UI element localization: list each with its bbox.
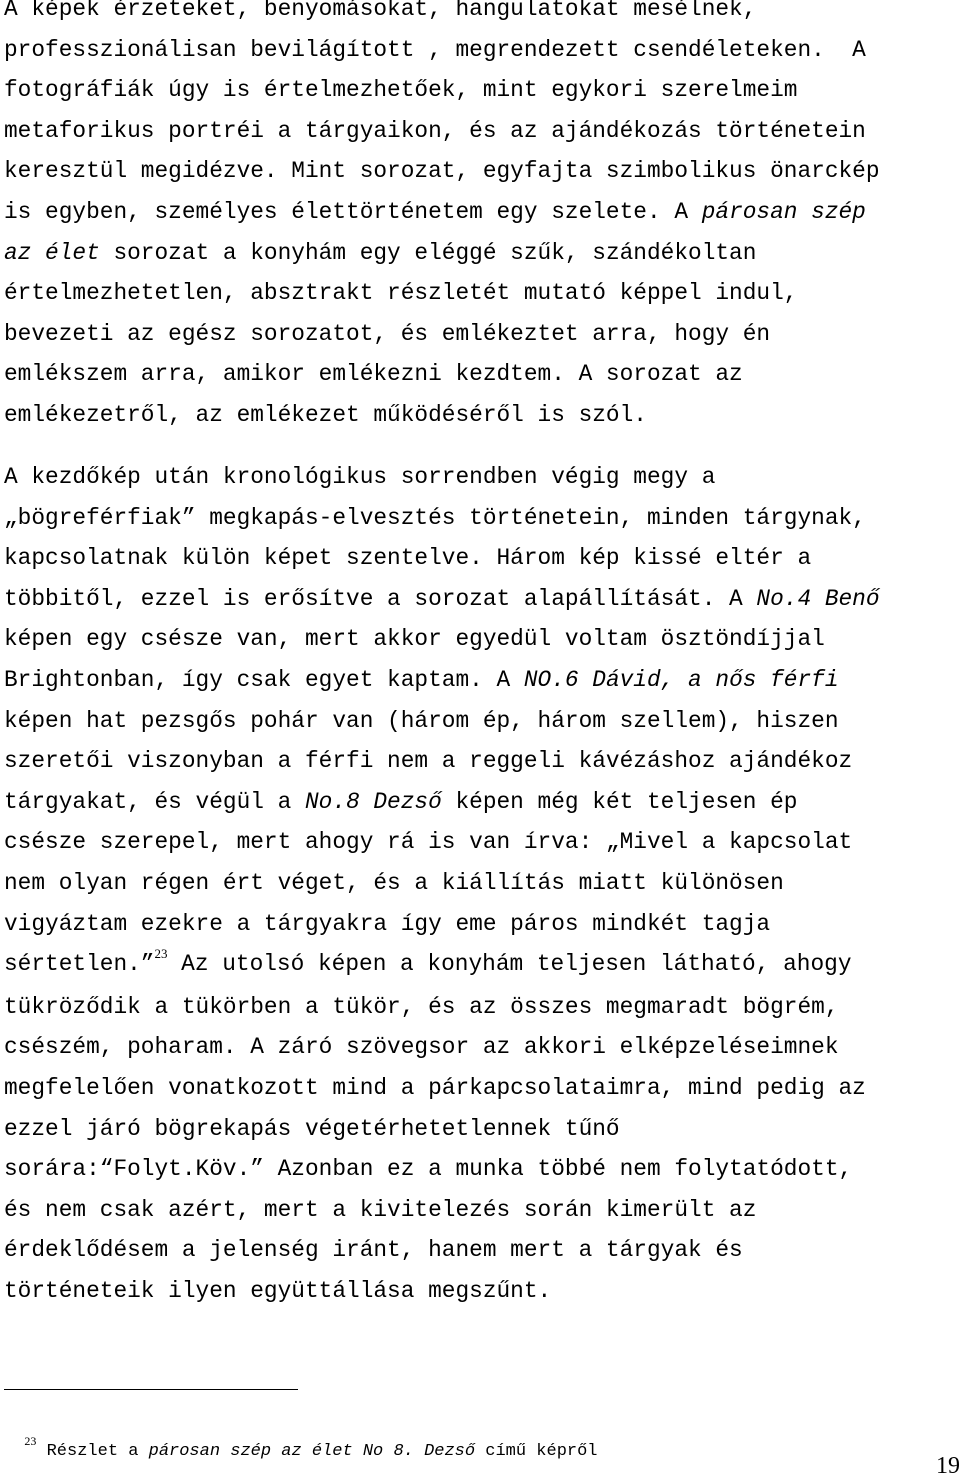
text-run: emlékszem arra, amikor emlékezni kezdtem. A sorozat az	[4, 361, 743, 388]
text-run: tükröződik a tükörben a tükör, és az összes megmaradt bögrém,	[4, 993, 839, 1020]
text-run: szeretői viszonyban a férfi nem a reggeli kávézáshoz ajándékoz	[4, 748, 853, 775]
italic-text: párosan szép	[701, 198, 866, 225]
text-run: című képről	[475, 1442, 598, 1461]
text-line	[4, 619, 880, 660]
text-line	[4, 70, 880, 111]
text-run: sértetlen.”	[4, 951, 155, 978]
body-paragraph-2	[4, 457, 880, 1311]
text-line	[4, 354, 880, 395]
italic-text: No.4 Benő	[756, 585, 880, 612]
text-run: kapcsolatnak külön képet szentelve. Három kép kissé eltér a	[4, 545, 812, 572]
text-run: csészém, poharam. A záró szövegsor az akkori elképzeléseimnek	[4, 1034, 839, 1061]
text-run: Az utolsó képen a konyhám teljesen látható, ahogy	[167, 951, 852, 978]
page-number: 19	[936, 1453, 960, 1479]
text-line	[4, 987, 880, 1028]
text-run: emlékezetről, az emlékezet működéséről is szól.	[4, 401, 647, 428]
italic-text: az élet	[4, 239, 100, 266]
text-run: metaforikus portréi a tárgyaikon, és az ajándékozás történetein	[4, 117, 866, 144]
text-line	[4, 0, 880, 30]
text-line	[4, 701, 880, 742]
text-line	[4, 944, 880, 987]
text-run: nem olyan régen ért véget, és a kiállítás miatt különösen	[4, 869, 784, 896]
text-line	[4, 741, 880, 782]
text-line	[4, 498, 880, 539]
italic-text: NO.6 Dávid, a nős férfi	[523, 666, 839, 693]
text-run: vigyáztam ezekre a tárgyakra így eme páros mindkét tagja	[4, 910, 771, 937]
text-run: többitől, ezzel is erősítve a sorozat alapállítását. A	[4, 585, 757, 612]
text-run: fotográfiák úgy is értelmezhetőek, mint egykori szerelmeim	[4, 77, 798, 104]
text-run: A képek érzeteket, benyomásokat, hangulatokat mesélnek,	[4, 0, 757, 22]
footnote	[4, 1423, 598, 1461]
text-run: is egyben, személyes élettörténetem egy szelete. A	[4, 198, 702, 225]
text-run: megfelelően vonatkozott mind a párkapcsolataimra, mind pedig az	[4, 1074, 866, 1101]
text-line	[4, 904, 880, 945]
footnote-mark: 23	[24, 1434, 37, 1448]
text-run: képen hat pezsgős pohár van (három ép, három szellem), hiszen	[4, 707, 839, 734]
text-line	[4, 822, 880, 863]
footnote-text	[36, 1442, 597, 1461]
footnote-reference: 23	[154, 946, 168, 962]
text-run: csésze szerepel, mert ahogy rá is van írva: „Mivel a kapcsolat	[4, 829, 853, 856]
text-line	[4, 1149, 880, 1190]
text-line	[4, 1230, 880, 1271]
text-line	[4, 457, 880, 498]
text-line	[4, 273, 880, 314]
text-run: bevezeti az egész sorozatot, és emlékeztet arra, hogy én	[4, 320, 771, 347]
text-line	[4, 660, 880, 701]
text-run: ezzel járó bögrekapás végetérhetetlennek tűnő	[4, 1115, 620, 1142]
text-line	[4, 863, 880, 904]
italic-text: No.8 Dezső	[304, 788, 442, 815]
text-line	[4, 1068, 880, 1109]
text-run: értelmezhetetlen, absztrakt részletét mutató képpel indul,	[4, 280, 798, 307]
footnote-separator	[4, 1389, 298, 1390]
text-run: Részlet a	[36, 1442, 149, 1461]
text-line	[4, 111, 880, 152]
text-line	[4, 1271, 880, 1312]
text-run: Brightonban, így csak egyet kaptam. A	[4, 666, 524, 693]
text-line	[4, 1027, 880, 1068]
text-run: képen egy csésze van, mert akkor egyedül voltam ösztöndíjjal	[4, 626, 825, 653]
text-run: történeteik ilyen együttállása megszűnt.	[4, 1277, 552, 1304]
text-line	[4, 1109, 880, 1150]
text-run: „bögreférfiak” megkapás-elvesztés történetein, minden tárgynak,	[4, 504, 866, 531]
text-run: sorozat a konyhám egy eléggé szűk, szándékoltan	[99, 239, 757, 266]
text-line	[4, 538, 880, 579]
text-run: tárgyakat, és végül a	[4, 788, 305, 815]
text-line	[4, 1190, 880, 1231]
text-run: érdeklődésem a jelenség iránt, hanem mert a tárgyak és	[4, 1237, 743, 1264]
text-line	[4, 151, 880, 192]
text-run: képen még két teljesen ép	[441, 788, 798, 815]
text-run: sorára:“Folyt.Köv.” Azonban ez a munka többé nem folytatódott,	[4, 1156, 853, 1183]
text-line	[4, 579, 880, 620]
italic-text: párosan szép az élet No 8. Dezső	[148, 1442, 476, 1461]
text-line	[4, 192, 880, 233]
text-line	[4, 314, 880, 355]
text-line	[4, 395, 880, 436]
text-line	[4, 782, 880, 823]
text-line	[4, 233, 880, 274]
body-paragraph-1	[4, 0, 880, 436]
text-run: professzionálisan bevilágított , megrendezett csendéleteken. A	[4, 36, 866, 63]
text-run: és nem csak azért, mert a kivitelezés során kimerült az	[4, 1196, 757, 1223]
text-run: keresztül megidézve. Mint sorozat, egyfajta szimbolikus önarckép	[4, 158, 880, 185]
text-run: A kezdőkép után kronológikus sorrendben végig megy a	[4, 464, 716, 490]
text-line	[4, 30, 880, 71]
